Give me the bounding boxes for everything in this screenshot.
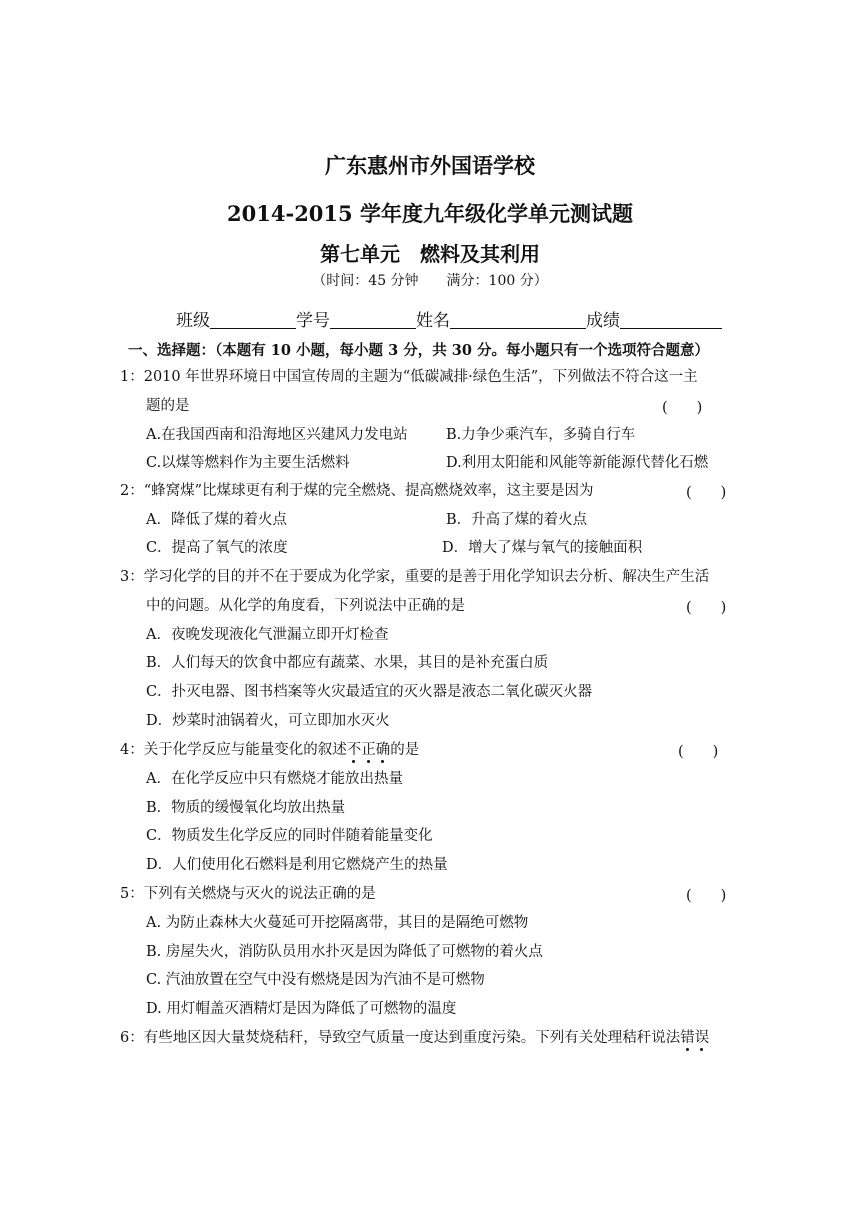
name-label: 姓名 [416,311,450,331]
exam-title: 2014-2015 学年度九年级化学单元测试题 [227,201,633,226]
q1-option-b: B.力争少乘汽车，多骑自行车 [446,427,636,443]
q2-option-b: B．升高了煤的着火点 [446,512,588,528]
q2-answer-paren[interactable]: ( ) [686,485,727,501]
q4-option-b: B．物质的缓慢氧化均放出热量 [146,800,346,816]
score-blank[interactable] [620,310,722,329]
q4-option-c: C．物质发生化学反应的同时伴随着能量变化 [146,828,433,844]
student-info-row [176,306,722,331]
section-heading: 一、选择题：（本题有 10 小题，每小题 3 分，共 30 分。每小题只有一个选项符合题意） [128,342,709,359]
q3-stem-line2: 中的问题。从化学的角度看，下列说法中正确的是 [146,598,465,614]
q5-option-a: A. 为防止森林大火蔓延可开挖隔离带，其目的是隔绝可燃物 [146,915,529,931]
q1-stem-line1: 1：2010 年世界环境日中国宣传周的主题为“低碳减排·绿色生活”，下列做法不符合这一主 [120,369,698,385]
q5-option-d: D. 用灯帽盖灭酒精灯是因为降低了可燃物的温度 [146,1001,457,1017]
q4-option-d: D．人们使用化石燃料是利用它燃烧产生的热量 [146,857,448,873]
q4-answer-paren[interactable]: ( ) [678,744,719,760]
q3-option-b: B．人们每天的饮食中都应有蔬菜、水果，其目的是补充蛋白质 [146,655,549,671]
q3-option-a: A．夜晚发现液化气泄漏立即开灯检查 [146,627,389,643]
q1-option-d: D.利用太阳能和风能等新能源代替化石燃 [446,455,709,471]
q4-stem-post: 的是 [390,742,420,758]
class-blank[interactable] [210,310,296,329]
q1-option-a: A.在我国西南和沿海地区兴建风力发电站 [146,427,408,443]
number-label: 学号 [296,311,330,331]
q4-emphasis-char: 确 [375,742,391,758]
school-name: 广东惠州市外国语学校 [325,153,535,178]
q1-answer-paren[interactable]: ( ) [662,400,703,416]
unit-title: 第七单元 燃料及其利用 [320,242,540,266]
q4-emphasis-char: 不 [346,742,362,758]
class-label: 班级 [176,311,210,331]
number-blank[interactable] [330,310,416,329]
q3-option-c: C．扑灭电器、图书档案等火灾最适宜的灭火器是液态二氧化碳灭火器 [146,684,593,700]
q4-stem-pre: 4：关于化学反应与能量变化的叙述 [120,742,347,758]
q1-option-c: C.以煤等燃料作为主要生活燃料 [146,455,350,471]
q5-option-b: B. 房屋失火，消防队员用水扑灭是因为降低了可燃物的着火点 [146,944,543,960]
q3-option-d: D．炒菜时油锅着火，可立即加水灭火 [146,713,390,729]
q6-emphasis-char: 误 [694,1030,710,1046]
q2-option-d: D．增大了煤与氧气的接触面积 [442,540,643,556]
score-label: 成绩 [586,311,620,331]
q5-answer-paren[interactable]: ( ) [686,888,727,904]
q2-option-c: C．提高了氧气的浓度 [146,540,288,556]
q4-option-a: A．在化学反应中只有燃烧才能放出热量 [146,771,403,787]
q3-stem-line1: 3：学习化学的目的并不在于要成为化学家，重要的是善于用化学知识去分析、解决生产生活 [120,569,710,585]
q5-option-c: C. 汽油放置在空气中没有燃烧是因为汽油不是可燃物 [146,972,485,988]
q6-stem [120,1028,709,1048]
name-blank[interactable] [450,310,586,329]
time-info: （时间：45 分钟 满分：100 分） [312,273,548,289]
q1-stem-line2: 题的是 [146,398,190,414]
q4-stem [120,740,419,760]
q6-stem-pre: 6：有些地区因大量焚烧秸秆，导致空气质量一度达到重度污染。下列有关处理秸秆说法 [120,1030,681,1046]
q2-stem: 2：“蜂窝煤”比煤球更有利于煤的完全燃烧、提高燃烧效率，这主要是因为 [120,483,594,499]
q4-emphasis-char: 正 [361,742,376,758]
q5-stem: 5：下列有关燃烧与灭火的说法正确的是 [120,886,376,902]
q2-option-a: A．降低了煤的着火点 [146,512,287,528]
q6-emphasis-char: 错 [680,1030,695,1046]
q3-answer-paren[interactable]: ( ) [686,600,727,616]
